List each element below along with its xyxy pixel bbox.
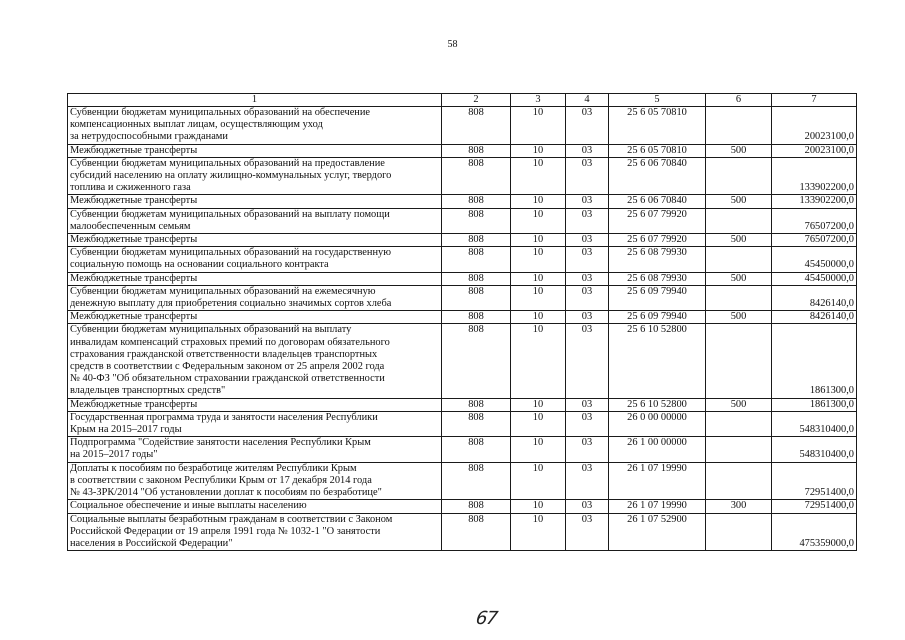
row-name: Межбюджетные трансферты bbox=[68, 144, 442, 157]
row-code-expense-type bbox=[706, 247, 772, 272]
row-amount: 1861300,0 bbox=[772, 324, 857, 398]
row-code-target: 25 6 07 79920 bbox=[609, 208, 706, 233]
table-row bbox=[68, 500, 857, 513]
column-header: 6 bbox=[706, 94, 772, 107]
row-code-section: 10 bbox=[511, 107, 566, 145]
handwritten-page-mark: 67 bbox=[474, 608, 499, 629]
row-code-subsection: 03 bbox=[566, 208, 609, 233]
column-header: 7 bbox=[772, 94, 857, 107]
row-amount: 133902200,0 bbox=[772, 195, 857, 208]
row-amount: 72951400,0 bbox=[772, 462, 857, 500]
row-code-subsection: 03 bbox=[566, 311, 609, 324]
row-code-subsection: 03 bbox=[566, 144, 609, 157]
row-code-ministry: 808 bbox=[442, 311, 511, 324]
row-code-ministry: 808 bbox=[442, 234, 511, 247]
row-code-section: 10 bbox=[511, 324, 566, 398]
row-amount: 548310400,0 bbox=[772, 437, 857, 462]
row-code-section: 10 bbox=[511, 411, 566, 436]
row-code-expense-type: 500 bbox=[706, 144, 772, 157]
table-row bbox=[68, 437, 857, 462]
column-header: 1 bbox=[68, 94, 442, 107]
row-code-ministry: 808 bbox=[442, 272, 511, 285]
row-code-ministry: 808 bbox=[442, 144, 511, 157]
row-amount: 8426140,0 bbox=[772, 311, 857, 324]
row-code-target: 25 6 09 79940 bbox=[609, 311, 706, 324]
row-amount: 45450000,0 bbox=[772, 272, 857, 285]
row-name: Межбюджетные трансферты bbox=[68, 311, 442, 324]
row-code-ministry: 808 bbox=[442, 247, 511, 272]
row-code-target: 25 6 05 70810 bbox=[609, 107, 706, 145]
row-code-expense-type: 500 bbox=[706, 234, 772, 247]
row-code-subsection: 03 bbox=[566, 500, 609, 513]
row-code-subsection: 03 bbox=[566, 107, 609, 145]
row-name: Субвенции бюджетам муниципальных образований на выплату помощи малообеспеченным семьям bbox=[68, 208, 442, 233]
row-code-expense-type bbox=[706, 157, 772, 195]
row-code-expense-type bbox=[706, 208, 772, 233]
column-number-header bbox=[68, 94, 857, 107]
row-code-subsection: 03 bbox=[566, 324, 609, 398]
row-code-target: 26 1 07 19990 bbox=[609, 500, 706, 513]
row-code-expense-type: 500 bbox=[706, 398, 772, 411]
column-header: 2 bbox=[442, 94, 511, 107]
row-name: Государственная программа труда и занятости населения Республики Крым на 2015–2017 годы bbox=[68, 411, 442, 436]
row-name: Социальные выплаты безработным гражданам в соответствии с Законом Российской Федерации от 19 апреля 1991 года № 1032-1 "О занятости населения в Российской Федерации" bbox=[68, 513, 442, 551]
row-amount: 76507200,0 bbox=[772, 234, 857, 247]
row-code-ministry: 808 bbox=[442, 437, 511, 462]
row-amount: 8426140,0 bbox=[772, 285, 857, 310]
table-row bbox=[68, 247, 857, 272]
row-name: Субвенции бюджетам муниципальных образований на предоставление субсидий населению на оплату жилищно-коммунальных услуг, твердого топлива и сжиженного газа bbox=[68, 157, 442, 195]
row-code-section: 10 bbox=[511, 462, 566, 500]
column-header: 4 bbox=[566, 94, 609, 107]
table-row bbox=[68, 107, 857, 145]
row-code-section: 10 bbox=[511, 247, 566, 272]
row-code-subsection: 03 bbox=[566, 398, 609, 411]
row-name: Социальное обеспечение и иные выплаты населению bbox=[68, 500, 442, 513]
row-code-target: 25 6 08 79930 bbox=[609, 247, 706, 272]
row-amount: 76507200,0 bbox=[772, 208, 857, 233]
table-row bbox=[68, 234, 857, 247]
row-code-section: 10 bbox=[511, 285, 566, 310]
row-name: Субвенции бюджетам муниципальных образований на обеспечение компенсационных выплат лицам, осуществляющим уход за нетрудоспособными гражданами bbox=[68, 107, 442, 145]
row-amount: 20023100,0 bbox=[772, 144, 857, 157]
row-code-ministry: 808 bbox=[442, 398, 511, 411]
table-row bbox=[68, 195, 857, 208]
table-row bbox=[68, 272, 857, 285]
row-name: Субвенции бюджетам муниципальных образований на ежемесячную денежную выплату для приобретения социально значимых сортов хлеба bbox=[68, 285, 442, 310]
row-code-section: 10 bbox=[511, 513, 566, 551]
table-row bbox=[68, 285, 857, 310]
row-code-section: 10 bbox=[511, 195, 566, 208]
row-code-subsection: 03 bbox=[566, 462, 609, 500]
row-name: Межбюджетные трансферты bbox=[68, 398, 442, 411]
table-row bbox=[68, 311, 857, 324]
row-amount: 1861300,0 bbox=[772, 398, 857, 411]
row-code-ministry: 808 bbox=[442, 513, 511, 551]
row-code-subsection: 03 bbox=[566, 157, 609, 195]
row-code-ministry: 808 bbox=[442, 411, 511, 436]
row-code-ministry: 808 bbox=[442, 208, 511, 233]
row-code-expense-type bbox=[706, 462, 772, 500]
row-code-section: 10 bbox=[511, 144, 566, 157]
row-code-expense-type bbox=[706, 285, 772, 310]
row-code-ministry: 808 bbox=[442, 462, 511, 500]
row-code-target: 26 1 07 52900 bbox=[609, 513, 706, 551]
row-code-expense-type bbox=[706, 411, 772, 436]
row-amount: 475359000,0 bbox=[772, 513, 857, 551]
budget-table bbox=[67, 93, 857, 551]
row-amount: 45450000,0 bbox=[772, 247, 857, 272]
table-row bbox=[68, 157, 857, 195]
table-row bbox=[68, 462, 857, 500]
row-code-target: 26 1 00 00000 bbox=[609, 437, 706, 462]
row-code-ministry: 808 bbox=[442, 195, 511, 208]
row-code-ministry: 808 bbox=[442, 107, 511, 145]
row-code-target: 25 6 06 70840 bbox=[609, 157, 706, 195]
row-amount: 20023100,0 bbox=[772, 107, 857, 145]
row-code-section: 10 bbox=[511, 208, 566, 233]
page-number: 58 bbox=[447, 39, 458, 50]
row-name: Субвенции бюджетам муниципальных образований на государственную социальную помощь на основании социального контракта bbox=[68, 247, 442, 272]
row-code-ministry: 808 bbox=[442, 285, 511, 310]
row-code-subsection: 03 bbox=[566, 247, 609, 272]
row-code-ministry: 808 bbox=[442, 500, 511, 513]
row-code-section: 10 bbox=[511, 311, 566, 324]
row-code-expense-type bbox=[706, 324, 772, 398]
table-row bbox=[68, 411, 857, 436]
row-amount: 72951400,0 bbox=[772, 500, 857, 513]
row-code-target: 25 6 10 52800 bbox=[609, 398, 706, 411]
row-code-section: 10 bbox=[511, 157, 566, 195]
row-code-subsection: 03 bbox=[566, 437, 609, 462]
row-name: Подпрограмма "Содействие занятости населения Республики Крым на 2015–2017 годы" bbox=[68, 437, 442, 462]
row-code-expense-type bbox=[706, 107, 772, 145]
row-code-subsection: 03 bbox=[566, 285, 609, 310]
row-code-subsection: 03 bbox=[566, 411, 609, 436]
row-code-section: 10 bbox=[511, 437, 566, 462]
row-code-expense-type: 500 bbox=[706, 195, 772, 208]
row-name: Субвенции бюджетам муниципальных образований на выплату инвалидам компенсаций страховых премий по договорам обязательного страхования гражданской ответственности владельцев транспортных средств в соответствии с Федеральным законом от 25 апреля 2002 года № 40-ФЗ "Об обязательном страховании гражданской ответственности владельцев транспортных средств" bbox=[68, 324, 442, 398]
row-code-expense-type: 500 bbox=[706, 311, 772, 324]
row-code-target: 25 6 06 70840 bbox=[609, 195, 706, 208]
row-code-target: 25 6 07 79920 bbox=[609, 234, 706, 247]
row-code-subsection: 03 bbox=[566, 234, 609, 247]
row-name: Межбюджетные трансферты bbox=[68, 272, 442, 285]
row-code-ministry: 808 bbox=[442, 157, 511, 195]
table-row bbox=[68, 208, 857, 233]
row-code-expense-type: 500 bbox=[706, 272, 772, 285]
row-code-section: 10 bbox=[511, 272, 566, 285]
row-code-target: 25 6 05 70810 bbox=[609, 144, 706, 157]
table-row bbox=[68, 513, 857, 551]
row-name: Межбюджетные трансферты bbox=[68, 234, 442, 247]
row-name: Межбюджетные трансферты bbox=[68, 195, 442, 208]
row-code-ministry: 808 bbox=[442, 324, 511, 398]
row-code-section: 10 bbox=[511, 234, 566, 247]
row-amount: 548310400,0 bbox=[772, 411, 857, 436]
table-row bbox=[68, 144, 857, 157]
row-code-section: 10 bbox=[511, 398, 566, 411]
row-code-subsection: 03 bbox=[566, 513, 609, 551]
column-header: 3 bbox=[511, 94, 566, 107]
row-code-expense-type bbox=[706, 437, 772, 462]
row-name: Доплаты к пособиям по безработице жителям Республики Крым в соответствии с законом Республики Крым от 17 декабря 2014 года № 43-ЗРК/2014 "Об установлении доплат к пособиям по безработице" bbox=[68, 462, 442, 500]
row-code-section: 10 bbox=[511, 500, 566, 513]
row-code-target: 25 6 08 79930 bbox=[609, 272, 706, 285]
table-row bbox=[68, 398, 857, 411]
row-code-target: 25 6 10 52800 bbox=[609, 324, 706, 398]
row-code-subsection: 03 bbox=[566, 272, 609, 285]
row-code-subsection: 03 bbox=[566, 195, 609, 208]
row-amount: 133902200,0 bbox=[772, 157, 857, 195]
row-code-expense-type: 300 bbox=[706, 500, 772, 513]
row-code-expense-type bbox=[706, 513, 772, 551]
row-code-target: 26 0 00 00000 bbox=[609, 411, 706, 436]
row-code-target: 25 6 09 79940 bbox=[609, 285, 706, 310]
table-row bbox=[68, 324, 857, 398]
column-header: 5 bbox=[609, 94, 706, 107]
row-code-target: 26 1 07 19990 bbox=[609, 462, 706, 500]
